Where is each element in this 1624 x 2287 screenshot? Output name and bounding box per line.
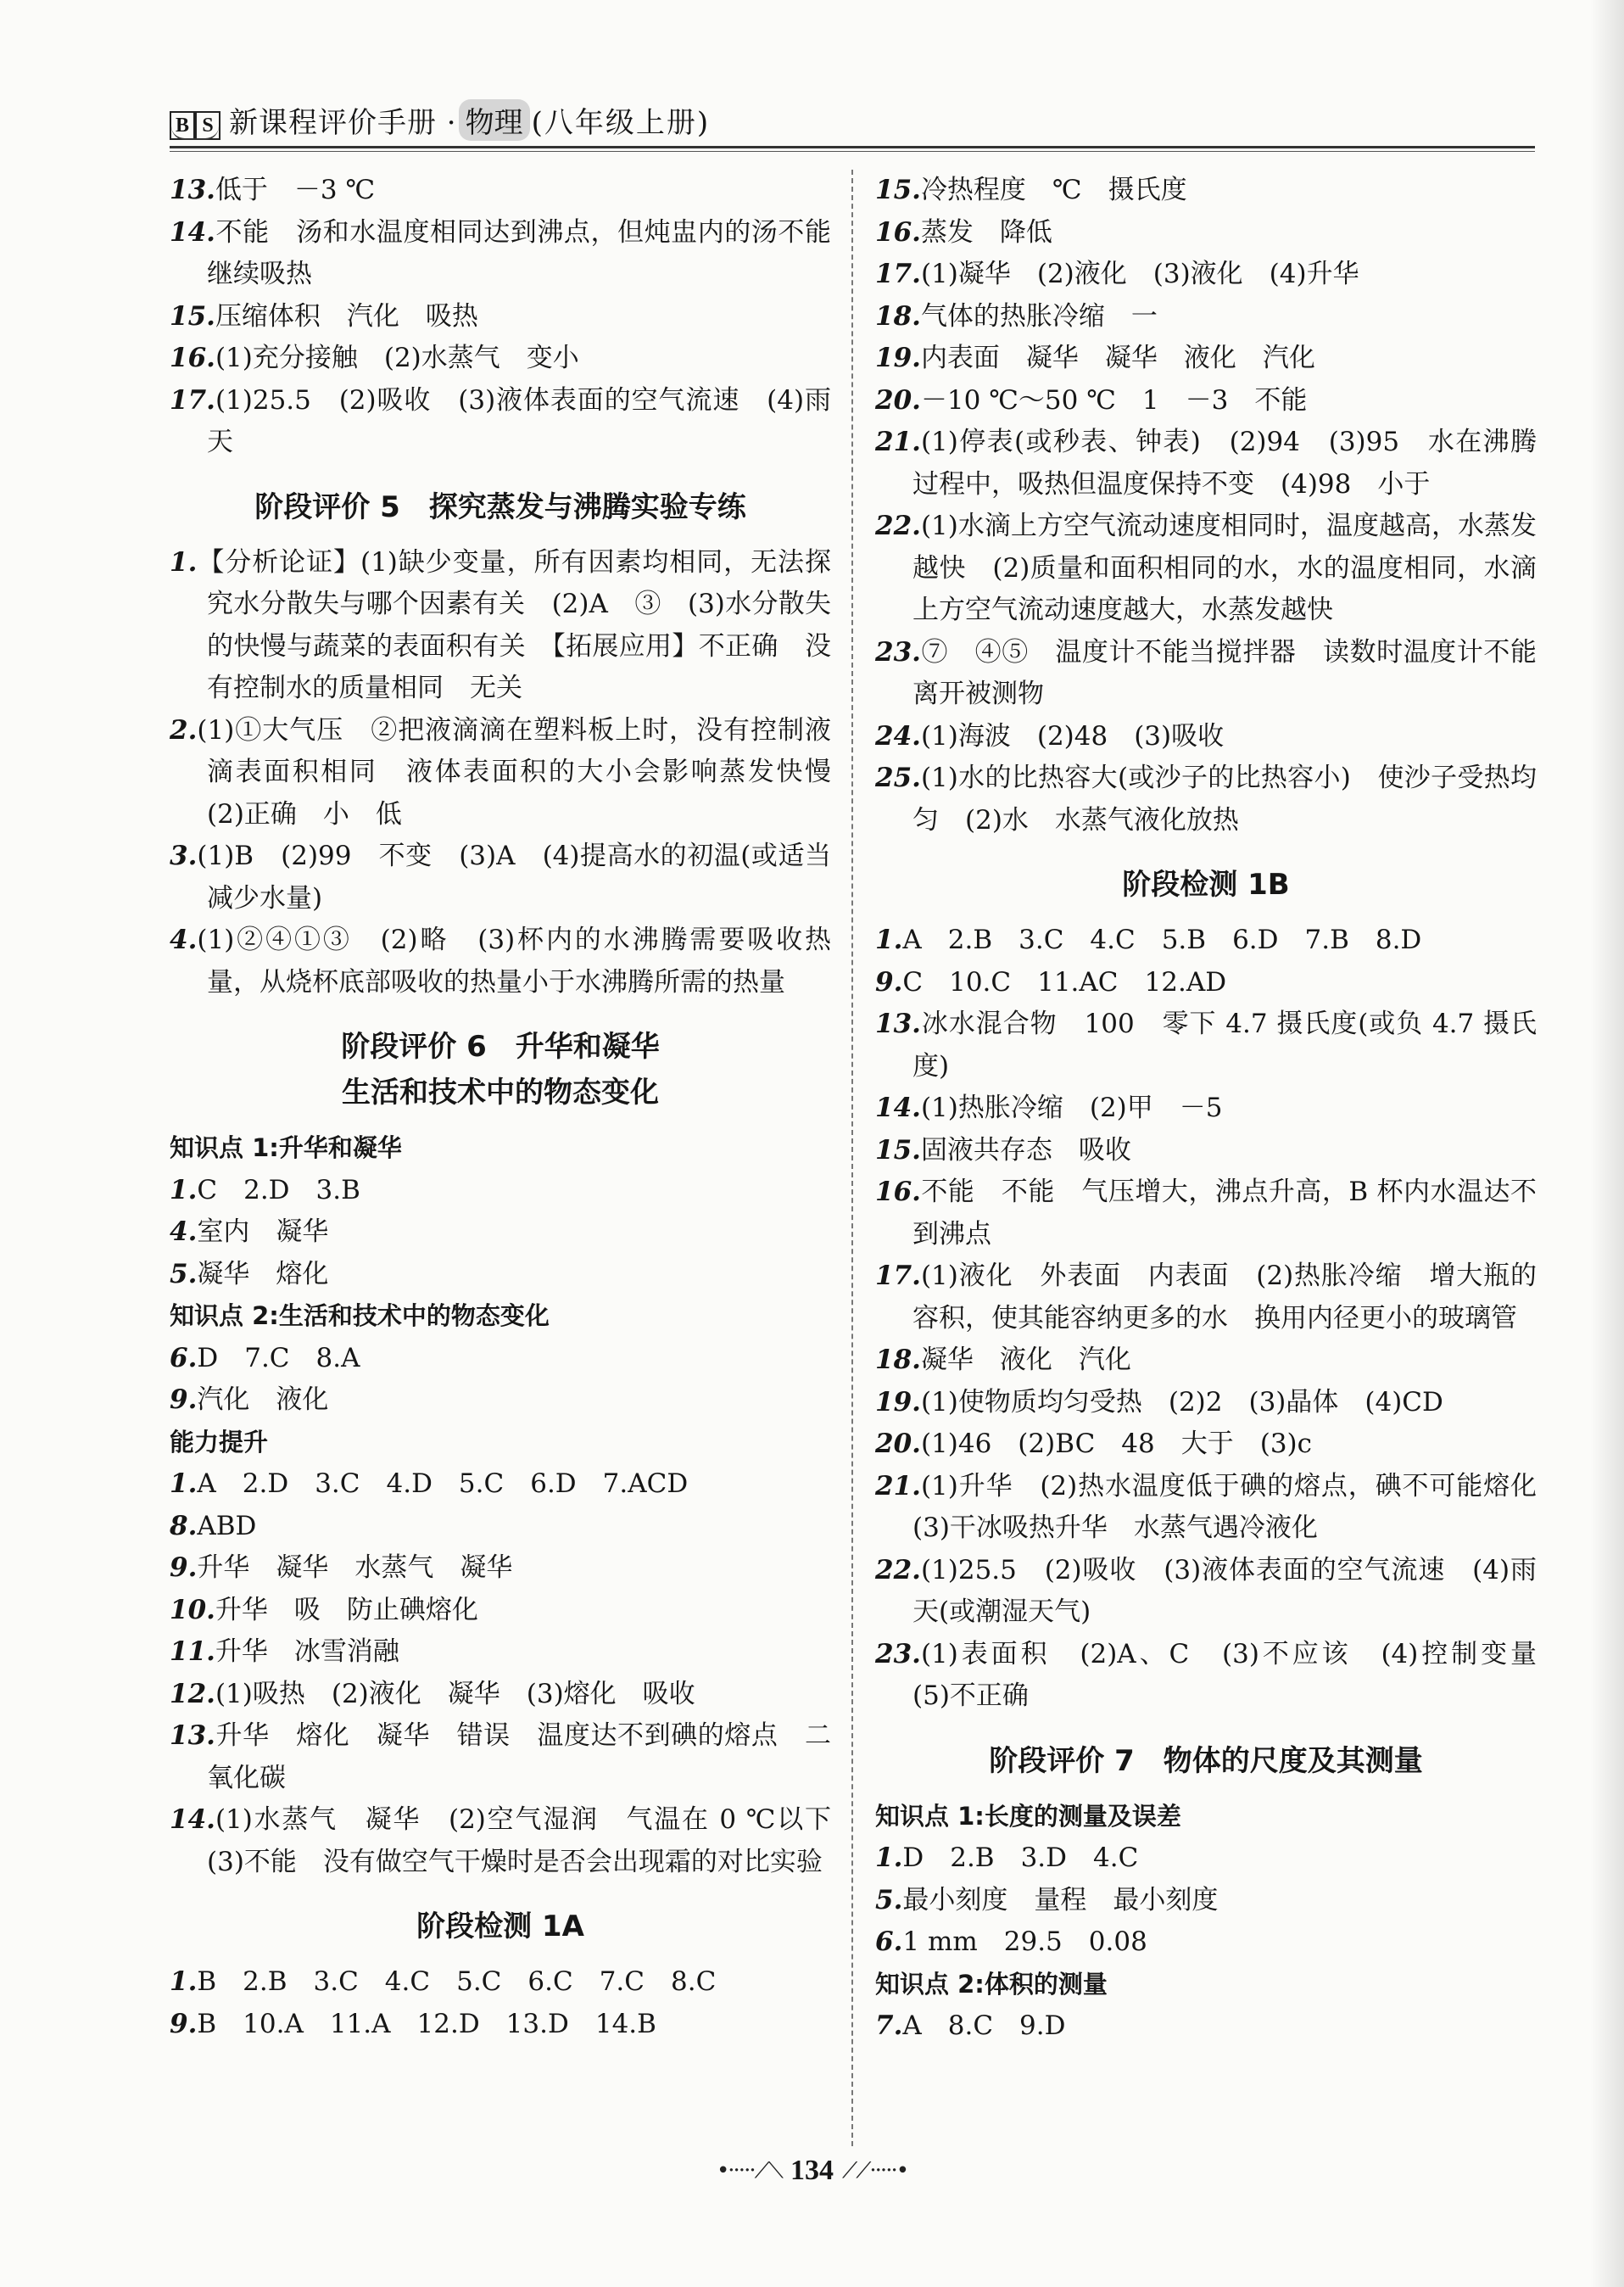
item-number: 14.	[170, 216, 215, 248]
answer-item	[875, 632, 1537, 716]
item-answer: (1)海波 (2)48 (3)吸收	[920, 720, 1225, 752]
answer-item	[170, 1170, 831, 1212]
answer-item	[170, 1715, 831, 1799]
item-answer: B 2.B 3.C 4.C 5.C 6.C 7.C 8.C	[197, 1966, 717, 1997]
item-answer: 不能 汤和水温度相同达到沸点，但炖盅内的汤不能继续吸热	[207, 216, 831, 289]
item-answer: (1)停表(或秒表、钟表) (2)94 (3)95 水在沸腾过程中，吸热但温度保持不变 (4)98 小于	[912, 427, 1537, 500]
answer-item	[875, 506, 1537, 632]
column-divider	[851, 170, 853, 2146]
item-number: 18.	[875, 300, 921, 332]
item-answer: 【分析论证】(1)缺少变量，所有因素均相同，无法探究水分散失与哪个因素有关 (2)A ③ (3)水分散失的快慢与蔬菜的表面积有关 【拓展应用】不正确 没有控制水的质量相同 无关	[197, 546, 831, 703]
item-answer: 1 mm 29.5 0.08	[902, 1926, 1147, 1957]
answer-item	[875, 1634, 1563, 1718]
item-answer: 低于 －3 ℃	[215, 175, 376, 205]
ornament-right-icon: ⟋⟋·····•	[842, 2157, 908, 2184]
answer-item	[170, 1211, 831, 1254]
item-answer: 汽化 液化	[197, 1384, 329, 1415]
answer-item	[875, 1837, 1537, 1880]
answer-item	[170, 296, 831, 338]
item-answer: (1)水滴上方空气流动速度相同时，温度越高，水蒸发越快 (2)质量和面积相同的水，水的温度相同，水滴上方空气流动速度越大，水蒸发越快	[912, 511, 1537, 625]
item-answer: 升华 冰雪消融	[215, 1636, 399, 1667]
answer-item	[875, 380, 1537, 422]
item-number: 4.	[170, 1216, 198, 1247]
section-heading: 阶段评价 5 探究蒸发与沸腾实验专练	[254, 489, 746, 524]
ornament-left-icon: •·····⟋⟍	[716, 2157, 782, 2184]
answer-item	[875, 254, 1537, 296]
answer-item	[875, 170, 1537, 212]
item-number: 18.	[875, 1345, 921, 1375]
item-answer: (1)25.5 (2)吸收 (3)液体表面的空气流速 (4)雨天(或潮湿天气)	[912, 1554, 1537, 1627]
item-answer: －10 ℃～50 ℃ 1 －3 不能	[920, 384, 1308, 416]
item-answer: 凝华 液化 汽化	[920, 1345, 1131, 1375]
answer-item	[170, 212, 831, 296]
header-rule-thin	[170, 151, 1535, 152]
page-edge-shadow	[1590, 0, 1624, 2287]
item-answer: 最小刻度 量程 最小刻度	[902, 1884, 1219, 1915]
item-answer: 气体的热胀冷缩 一	[920, 300, 1158, 332]
item-number: 21.	[875, 427, 921, 457]
item-answer: (1)使物质均匀受热 (2)2 (3)晶体 (4)CD	[920, 1386, 1443, 1417]
answer-item	[170, 542, 831, 710]
item-answer: 冷热程度 ℃ 摄氏度	[920, 175, 1187, 205]
bs-logo	[170, 99, 219, 140]
item-number: 1.	[875, 1842, 903, 1873]
knowledge-point-heading: 能力提升	[170, 1427, 269, 1457]
right-column	[875, 170, 1563, 2048]
item-number: 15.	[875, 1134, 921, 1166]
answer-item	[170, 1674, 831, 1716]
answer-item	[170, 710, 857, 836]
answer-item	[875, 1339, 1537, 1382]
page-number: 134	[790, 2155, 834, 2186]
item-answer: 升华 吸 防止碘熔化	[215, 1594, 478, 1625]
answer-item	[875, 1171, 1537, 1255]
answer-item	[875, 1004, 1537, 1088]
item-answer: (1)25.5 (2)吸收 (3)液体表面的空气流速 (4)雨天	[207, 384, 831, 457]
item-answer: A 8.C 9.D	[902, 2010, 1066, 2041]
item-number: 11.	[170, 1636, 215, 1667]
item-answer: A 2.D 3.C 4.D 5.C 6.D 7.ACD	[197, 1468, 689, 1499]
answer-item	[170, 1547, 831, 1590]
item-answer: (1)水蒸气 凝华 (2)空气湿润 气温在 0 ℃以下 (3)不能 没有做空气干燥时是否会出现霜的对比实验	[207, 1804, 857, 1877]
item-number: 3.	[170, 841, 198, 871]
item-answer: (1)46 (2)BC 48 大于 (3)c	[920, 1429, 1313, 1459]
logo-letter-s: S	[195, 111, 220, 140]
item-answer: (1)液化 外表面 内表面 (2)热胀冷缩 增大瓶的容积，使其能容纳更多的水 换用内径更小的玻璃管	[912, 1261, 1537, 1334]
answer-item	[170, 1590, 831, 1632]
item-number: 4.	[170, 925, 198, 955]
answer-item	[170, 1338, 831, 1380]
item-number: 14.	[170, 1804, 215, 1835]
answer-item	[875, 758, 1537, 842]
item-answer: A 2.B 3.C 4.C 5.B 6.D 7.B 8.D	[902, 925, 1422, 955]
item-answer: (1)①大气压 ②把液滴滴在塑料板上时，没有控制液滴表面积相同 液体表面积的大小会影响蒸发快慢 (2)正确 小 低	[197, 714, 857, 830]
item-number: 25.	[875, 763, 921, 793]
item-number: 20.	[875, 1429, 921, 1459]
item-number: 15.	[875, 175, 921, 205]
answer-item	[875, 1466, 1563, 1550]
item-answer: ⑦ ④⑤ 温度计不能当搅拌器 读数时温度计不能离开被测物	[912, 636, 1537, 709]
item-answer: (1)充分接触 (2)水蒸气 变小	[215, 343, 579, 373]
item-number: 1.	[170, 546, 198, 578]
answer-item	[170, 1463, 831, 1506]
answer-item	[875, 338, 1537, 380]
item-number: 2.	[170, 714, 198, 746]
item-number: 14.	[875, 1093, 921, 1123]
answer-item	[875, 296, 1537, 338]
item-number: 9.	[170, 1384, 198, 1415]
answer-item	[170, 1961, 831, 2004]
answer-item	[875, 212, 1537, 254]
item-answer: 蒸发 降低	[920, 216, 1052, 248]
item-number: 9.	[170, 1552, 198, 1583]
item-answer: C 10.C 11.AC 12.AD	[902, 966, 1227, 998]
item-number: 17.	[875, 259, 921, 289]
knowledge-point-heading: 知识点 2:体积的测量	[875, 1969, 1108, 1999]
item-answer: (1)B (2)99 不变 (3)A (4)提高水的初温(或适当减少水量)	[197, 841, 831, 914]
item-number: 24.	[875, 720, 921, 752]
item-answer: 凝华 熔化	[197, 1258, 329, 1289]
item-answer: 冰水混合物 100 零下 4.7 摄氏度(或负 4.7 摄氏度)	[912, 1009, 1537, 1082]
answer-item	[170, 920, 831, 1004]
item-number: 6.	[875, 1926, 903, 1957]
item-number: 22.	[875, 511, 921, 541]
item-number: 15.	[170, 300, 215, 332]
answer-item	[875, 422, 1537, 506]
item-answer: B 10.A 11.A 12.D 13.D 14.B	[197, 2008, 656, 2039]
section-heading: 阶段评价 7 物体的尺度及其测量	[989, 1743, 1423, 1778]
item-answer: D 7.C 8.A	[197, 1342, 360, 1373]
item-number: 10.	[170, 1594, 215, 1625]
page-footer	[0, 2155, 1624, 2187]
item-answer: (1)表面积 (2)A、C (3)不应该 (4)控制变量 (5)不正确	[912, 1638, 1563, 1711]
item-number: 1.	[170, 1966, 198, 1997]
item-number: 13.	[875, 1009, 921, 1039]
answer-item	[875, 716, 1537, 758]
item-number: 19.	[875, 343, 921, 373]
item-number: 12.	[170, 1678, 215, 1709]
item-number: 19.	[875, 1386, 921, 1417]
item-answer: (1)②④①③ (2)略 (3)杯内的水沸腾需要吸收热量，从烧杯底部吸收的热量小于水沸腾所需的热量	[197, 925, 831, 998]
header-title: 新课程评价手册 ·	[229, 105, 457, 140]
answer-item	[170, 2004, 831, 2046]
item-answer: 室内 凝华	[197, 1216, 329, 1247]
answer-item	[170, 836, 831, 920]
item-answer: ABD	[197, 1510, 257, 1541]
answer-item	[875, 1550, 1537, 1634]
answer-item	[170, 1254, 831, 1296]
item-number: 5.	[170, 1258, 198, 1289]
item-number: 23.	[875, 1638, 921, 1669]
answer-item	[170, 380, 831, 464]
item-answer: D 2.B 3.D 4.C	[902, 1842, 1139, 1873]
item-answer: (1)凝华 (2)液化 (3)液化 (4)升华	[920, 259, 1359, 289]
item-answer: C 2.D 3.B	[197, 1174, 360, 1205]
item-number: 9.	[875, 966, 903, 998]
answer-item	[170, 338, 831, 380]
answer-item	[875, 1423, 1537, 1466]
item-number: 5.	[875, 1884, 903, 1915]
answer-item	[170, 1799, 857, 1883]
item-number: 16.	[875, 216, 921, 248]
header-rule	[170, 146, 1535, 148]
page-header	[170, 93, 1535, 146]
item-number: 8.	[170, 1510, 198, 1541]
item-answer: 压缩体积 汽化 吸热	[215, 300, 478, 332]
item-number: 16.	[170, 343, 215, 373]
item-number: 21.	[875, 1470, 921, 1501]
answer-item	[170, 1631, 831, 1674]
answer-item	[170, 1379, 831, 1422]
left-column	[170, 170, 857, 2045]
item-number: 20.	[875, 384, 921, 416]
header-grade: (八年级上册)	[531, 105, 711, 140]
answer-item	[170, 170, 831, 212]
item-number: 1.	[875, 925, 903, 955]
answer-item	[875, 2005, 1537, 2048]
answer-item	[875, 920, 1537, 962]
knowledge-point-heading: 知识点 1:升华和凝华	[170, 1133, 402, 1162]
answer-item	[875, 962, 1537, 1004]
item-answer: (1)升华 (2)热水温度低于碘的熔点，碘不可能熔化 (3)干冰吸热升华 水蒸气遇冷液化	[912, 1470, 1563, 1543]
logo-letter-b: B	[170, 111, 195, 140]
item-answer: 固液共存态 吸收	[920, 1134, 1131, 1166]
answer-item	[170, 1506, 831, 1548]
knowledge-point-heading: 知识点 1:长度的测量及误差	[875, 1801, 1181, 1831]
answer-item	[875, 1130, 1537, 1172]
answer-item	[875, 1921, 1537, 1964]
item-number: 9.	[170, 2008, 198, 2039]
answer-item	[875, 1088, 1537, 1130]
section-heading: 阶段评价 6 升华和凝华	[341, 1030, 660, 1064]
answer-item	[875, 1880, 1537, 1922]
item-number: 1.	[170, 1468, 198, 1499]
item-number: 23.	[875, 636, 921, 668]
section-heading: 生活和技术中的物态变化	[342, 1076, 659, 1110]
item-number: 6.	[170, 1342, 198, 1373]
item-number: 17.	[170, 384, 215, 416]
item-answer: (1)吸热 (2)液化 凝华 (3)熔化 吸收	[215, 1678, 695, 1709]
item-number: 13.	[170, 175, 215, 205]
book-icon	[171, 126, 219, 140]
item-number: 17.	[875, 1261, 921, 1291]
item-answer: (1)水的比热容大(或沙子的比热容小) 使沙子受热均匀 (2)水 水蒸气液化放热	[912, 763, 1537, 836]
item-number: 22.	[875, 1554, 921, 1585]
item-answer: 升华 熔化 凝华 错误 温度达不到碘的熔点 二氧化碳	[207, 1720, 831, 1793]
answer-item	[875, 1255, 1537, 1339]
answer-item	[875, 1382, 1537, 1424]
header-subject: 物理	[459, 99, 530, 141]
item-answer: 不能 不能 气压增大，沸点升高，B 杯内水温达不到沸点	[912, 1177, 1537, 1250]
item-answer: (1)热胀冷缩 (2)甲 －5	[920, 1093, 1223, 1123]
item-number: 1.	[170, 1174, 198, 1205]
item-number: 13.	[170, 1720, 215, 1751]
item-answer: 内表面 凝华 凝华 液化 汽化	[920, 343, 1315, 373]
knowledge-point-heading: 知识点 2:生活和技术中的物态变化	[170, 1301, 550, 1330]
section-heading: 阶段检测 1A	[416, 1910, 584, 1943]
section-heading: 阶段检测 1B	[1122, 868, 1290, 902]
item-number: 7.	[875, 2010, 903, 2041]
item-number: 16.	[875, 1177, 921, 1207]
item-answer: 升华 凝华 水蒸气 凝华	[197, 1552, 513, 1583]
